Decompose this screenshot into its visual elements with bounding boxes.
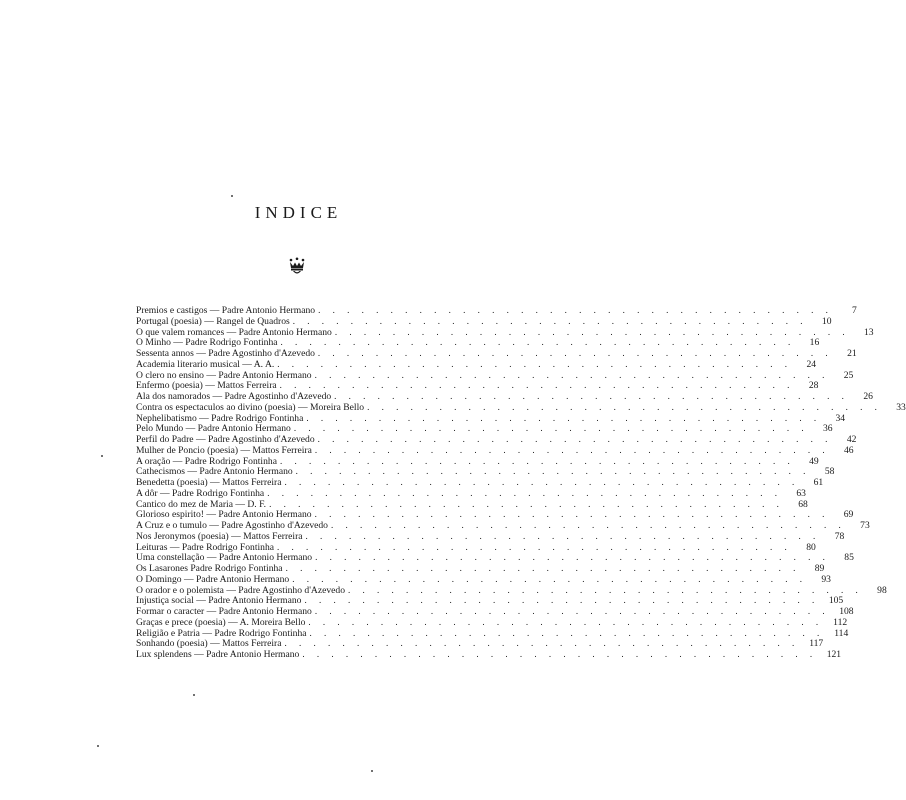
toc-row [136, 573, 831, 585]
toc-entry-title: Benedetta (poesia) — Mattos Ferreira [136, 477, 282, 488]
page-title: INDICE [254, 203, 343, 222]
dot-leader: . . . . . . . . . . . . . . . . . . . . . . . . . . . . . . . . . . . . [304, 595, 820, 606]
toc-entry-title: O Minho — Padre Rodrigo Fontinha [136, 337, 278, 349]
toc-entry-title: Graças e prece (poesia) — A. Moreira Bello [136, 616, 306, 628]
dot-leader: . . . . . . . . . . . . . . . . . . . . . . . . . . . . . . . . . . . . [292, 573, 807, 584]
dot-leader: . . . . . . . . . . . . . . . . . . . . . . . . . . . . . . . . . . . . [367, 401, 882, 412]
dot-leader: . . . . . . . . . . . . . . . . . . . . . . . . . . . . . . . . . . . . [348, 584, 863, 595]
toc-page-number: 25 [843, 369, 854, 381]
dot-leader: . . . . . . . . . . . . . . . . . . . . . . . . . . . . . . . . . . . . [277, 541, 792, 552]
dot-leader: . . . . . . . . . . . . . . . . . . . . . . . . . . . . . . . . . . . . [308, 616, 824, 627]
toc-entry-title: Sonhando (poesia) — Mattos Ferreira [136, 638, 282, 650]
toc-row [136, 337, 820, 349]
toc-row [136, 584, 887, 596]
toc-row [136, 563, 825, 574]
dot-leader: . . . . . . . . . . . . . . . . . . . . . . . . . . . . . . . . . . . . [309, 627, 825, 638]
toc-row [136, 315, 832, 327]
toc-entry-title: O orador e o polemista — Padre Agostinho d'Azevedo [136, 584, 346, 596]
toc-row [136, 509, 854, 521]
toc-page-number: 61 [813, 477, 824, 488]
toc-entry-title: Glorioso espirito! — Padre Antonio Hermano [136, 509, 312, 521]
dot-leader: . . . . . . . . . . . . . . . . . . . . . . . . . . . . . . . . . . . . [280, 337, 796, 348]
dot-leader: . . . . . . . . . . . . . . . . . . . . . . . . . . . . . . . . . . . . [314, 509, 830, 520]
dot-leader: . . . . . . . . . . . . . . . . . . . . . . . . . . . . . . . . . . . . [279, 455, 795, 466]
toc-page-number: 7 [852, 305, 857, 316]
dot-leader: . . . . . . . . . . . . . . . . . . . . . . . . . . . . . . . . . . . . [279, 380, 795, 391]
toc-row [136, 627, 849, 639]
toc-page-number: 28 [808, 380, 819, 392]
toc-page-number: 85 [844, 552, 854, 564]
toc-row [136, 552, 854, 564]
toc-row [136, 616, 848, 628]
toc-entry-title: Lux splendens — Padre Antonio Hermano [136, 649, 300, 660]
dot-leader: . . . . . . . . . . . . . . . . . . . . . . . . . . . . . . . . . . . . [285, 563, 801, 573]
toc-entry-title: Religião e Patria — Padre Rodrigo Fontinha [136, 627, 307, 639]
table-of-contents [136, 305, 906, 660]
dot-leader: . . . . . . . . . . . . . . . . . . . . . . . . . . . . . . . . . . . . [314, 606, 830, 616]
dot-leader: . . . . . . . . . . . . . . . . . . . . . . . . . . . . . . . . . . . . [306, 412, 822, 423]
toc-entry-title: Mulher de Poncio (poesia) — Mattos Ferreira [136, 444, 312, 456]
toc-entry-title: Nephelibatismo — Padre Rodrigo Fontinha [136, 412, 304, 424]
toc-entry-title: Pelo Mundo — Padre Antonio Hermano [136, 423, 291, 435]
toc-page-number: 33 [896, 401, 906, 413]
toc-row [136, 434, 857, 445]
toc-entry-title: Premios e castigos — Padre Antonio Hermano [136, 305, 316, 316]
dot-leader: . . . . . . . . . . . . . . . . . . . . . . . . . . . . . . . . . . . . [293, 423, 809, 434]
toc-entry-title: Enfermo (poesia) — Mattos Ferreira [136, 380, 277, 392]
toc-page-number: 42 [846, 434, 857, 445]
toc-entry-title: O clero no ensino — Padre Antonio Hermano [136, 369, 312, 381]
toc-entry-title: Formar o caracter — Padre Antonio Hermano [136, 606, 312, 617]
toc-row [136, 487, 806, 499]
toc-entry-title: Leituras — Padre Rodrigo Fontinha [136, 541, 275, 553]
toc-row [136, 444, 854, 456]
toc-entry-title: Cathecismos — Padre Antonio Hermano [136, 466, 293, 478]
ink-speck [97, 745, 99, 747]
toc-page-number: 93 [821, 573, 831, 585]
toc-page-number: 24 [806, 358, 817, 370]
toc-entry-title: Contra os espectaculos ao divino (poesia) — Moreira Bello [136, 401, 365, 413]
toc-row [136, 401, 906, 413]
toc-row [136, 326, 874, 338]
ink-speck [193, 694, 195, 696]
toc-row [136, 498, 808, 510]
toc-row [136, 606, 854, 617]
toc-row [136, 541, 816, 553]
toc-page-number: 36 [822, 423, 833, 435]
toc-entry-title: A Cruz e o tumulo — Padre Agostinho d'Azevedo [136, 520, 328, 531]
dot-leader: . . . . . . . . . . . . . . . . . . . . . . . . . . . . . . . . . . . . [302, 649, 818, 659]
toc-row [136, 466, 835, 478]
toc-entry-title: O que valem romances — Padre Antonio Hermano [136, 326, 332, 338]
dot-leader: . . . . . . . . . . . . . . . . . . . . . . . . . . . . . . . . . . . . [284, 638, 800, 649]
toc-entry-title: Portugal (poesia) — Rangel de Quadros [136, 315, 290, 327]
toc-page-number: 121 [826, 649, 842, 660]
toc-entry-title: Nos Jeronymos (poesia) — Mattos Ferreira [136, 530, 303, 542]
dot-leader: . . . . . . . . . . . . . . . . . . . . . . . . . . . . . . . . . . . . [317, 434, 833, 444]
toc-page-number: 21 [847, 348, 857, 359]
toc-page-number: 16 [809, 337, 820, 349]
toc-row [136, 305, 857, 316]
dot-leader: . . . . . . . . . . . . . . . . . . . . . . . . . . . . . . . . . . . . [317, 348, 833, 358]
toc-page-number: 49 [809, 455, 819, 467]
toc-row [136, 455, 819, 467]
toc-entry-title: Uma constellação — Padre Antonio Hermano [136, 552, 313, 564]
dot-leader: . . . . . . . . . . . . . . . . . . . . . . . . . . . . . . . . . . . . [314, 369, 830, 380]
toc-entry-title: A dôr — Padre Rodrigo Fontinha [136, 487, 265, 499]
toc-entry-title: Os Lasarones Padre Rodrigo Fontinha [136, 563, 283, 574]
toc-page-number: 117 [809, 638, 824, 650]
toc-entry-title: O Domingo — Padre Antonio Hermano [136, 573, 290, 585]
toc-row [136, 595, 844, 607]
toc-entry-title: Academia literario musical — A. A. [136, 358, 275, 370]
toc-row [136, 477, 824, 488]
toc-page-number: 78 [834, 530, 845, 542]
toc-row [136, 423, 833, 435]
toc-row [136, 412, 846, 424]
toc-row [136, 638, 824, 650]
toc-row [136, 391, 873, 402]
toc-page-number: 80 [806, 541, 816, 553]
toc-entry-title: A oração — Padre Rodrigo Fontinha [136, 455, 277, 467]
ink-speck [231, 195, 233, 197]
toc-page-number: 105 [828, 595, 844, 607]
toc-page-number: 98 [877, 584, 887, 596]
dot-leader: . . . . . . . . . . . . . . . . . . . . . . . . . . . . . . . . . . . . [318, 305, 833, 315]
toc-entry-title: Cantico do mez de Maria — D. F. [136, 498, 267, 510]
dot-leader: . . . . . . . . . . . . . . . . . . . . . . . . . . . . . . . . . . . . [330, 520, 846, 530]
toc-row [136, 649, 842, 660]
dot-leader: . . . . . . . . . . . . . . . . . . . . . . . . . . . . . . . . . . . . [284, 477, 800, 487]
toc-entry-title: Ala dos namorados — Padre Agostinho d'Azevedo [136, 391, 332, 402]
toc-page-number: 112 [833, 616, 848, 628]
dot-leader: . . . . . . . . . . . . . . . . . . . . . . . . . . . . . . . . . . . . [334, 391, 849, 401]
toc-page-number: 68 [798, 498, 808, 510]
dot-leader: . . . . . . . . . . . . . . . . . . . . . . . . . . . . . . . . . . . . [295, 466, 811, 477]
toc-page-number: 108 [839, 606, 854, 617]
toc-page-number: 10 [821, 315, 832, 327]
toc-page-number: 63 [796, 487, 806, 499]
dot-leader: . . . . . . . . . . . . . . . . . . . . . . . . . . . . . . . . . . . . [267, 487, 782, 498]
fleuron-crown-icon [287, 257, 307, 277]
dot-leader: . . . . . . . . . . . . . . . . . . . . . . . . . . . . . . . . . . . . [269, 498, 784, 509]
toc-page-number: 46 [844, 444, 854, 456]
dot-leader: . . . . . . . . . . . . . . . . . . . . . . . . . . . . . . . . . . . . [277, 358, 793, 369]
toc-entry-title: Sessenta annos — Padre Agostinho d'Azevedo [136, 348, 315, 359]
ink-speck [101, 455, 103, 457]
dot-leader: . . . . . . . . . . . . . . . . . . . . . . . . . . . . . . . . . . . . [334, 326, 850, 337]
dot-leader: . . . . . . . . . . . . . . . . . . . . . . . . . . . . . . . . . . . . [315, 552, 830, 563]
toc-page-number: 34 [835, 412, 846, 424]
toc-row [136, 530, 845, 542]
toc-row [136, 358, 817, 370]
toc-entry-title: Perfil do Padre — Padre Agostinho d'Azevedo [136, 434, 315, 445]
toc-page-number: 26 [863, 391, 873, 402]
toc-page-number: 58 [824, 466, 835, 478]
toc-entry-title: Injustiça social — Padre Antonio Hermano [136, 595, 302, 607]
dot-leader: . . . . . . . . . . . . . . . . . . . . . . . . . . . . . . . . . . . . [292, 315, 808, 326]
toc-page-number: 73 [860, 520, 870, 531]
toc-page-number: 89 [814, 563, 825, 574]
toc-page-number: 114 [834, 627, 849, 639]
toc-row [136, 380, 819, 392]
toc-page-number: 13 [863, 326, 874, 338]
toc-row [136, 369, 854, 381]
toc-page-number: 69 [843, 509, 854, 521]
toc-row [136, 348, 857, 359]
toc-row [136, 520, 870, 531]
ink-speck [371, 770, 373, 772]
dot-leader: . . . . . . . . . . . . . . . . . . . . . . . . . . . . . . . . . . . . [314, 444, 830, 455]
dot-leader: . . . . . . . . . . . . . . . . . . . . . . . . . . . . . . . . . . . . [305, 530, 821, 541]
